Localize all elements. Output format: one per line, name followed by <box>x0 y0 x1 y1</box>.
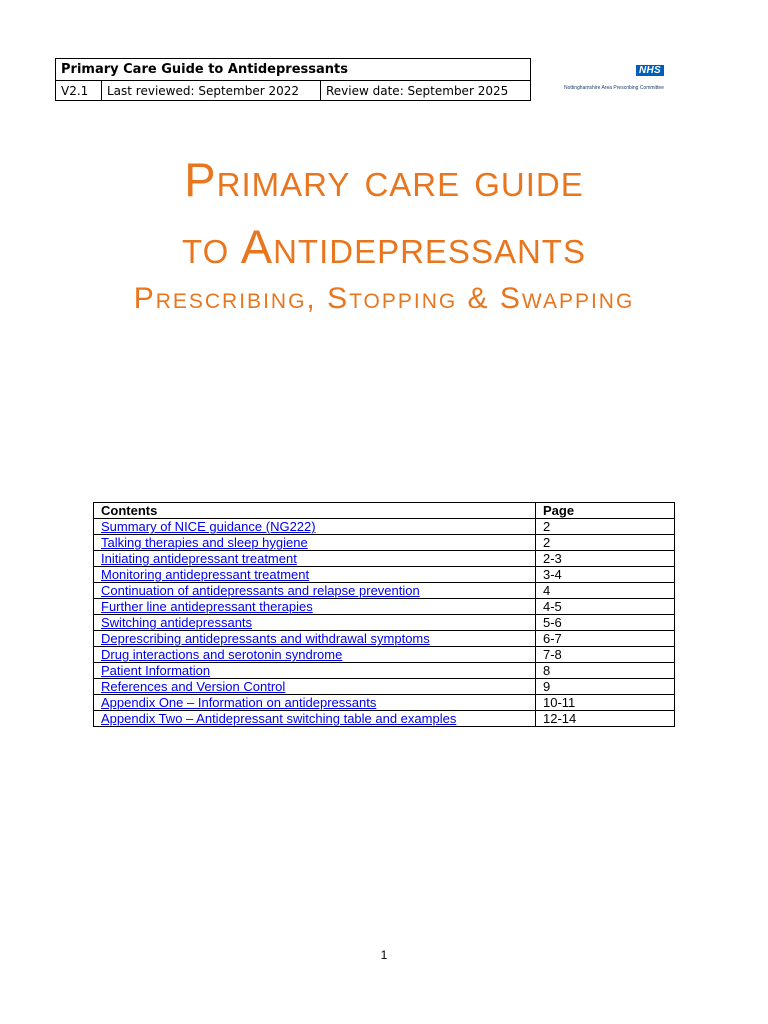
contents-page-number: 8 <box>536 663 675 679</box>
contents-link[interactable]: Deprescribing antidepressants and withdrawal symptoms <box>101 631 430 646</box>
contents-page-number: 2-3 <box>536 551 675 567</box>
contents-link[interactable]: Switching antidepressants <box>101 615 253 630</box>
contents-link[interactable]: Monitoring antidepressant treatment <box>101 567 310 582</box>
contents-column-header: Contents <box>94 503 536 519</box>
contents-entry-cell <box>94 695 536 711</box>
document-title-block <box>0 152 768 319</box>
page-number: 1 <box>380 948 388 962</box>
contents-link[interactable]: Further line antidepressant therapies <box>101 599 313 614</box>
contents-page-number: 9 <box>536 679 675 695</box>
committee-name: Nottinghamshire Area Prescribing Committee <box>563 85 664 91</box>
contents-entry-cell <box>94 583 536 599</box>
page-column-header: Page <box>536 503 675 519</box>
header-last-reviewed: Last reviewed: September 2022 <box>102 81 321 101</box>
contents-table-body <box>94 519 675 727</box>
contents-entry-cell <box>94 519 536 535</box>
contents-page-number: 2 <box>536 535 675 551</box>
contents-row <box>94 695 675 711</box>
contents-entry-cell <box>94 631 536 647</box>
document-header-table <box>55 58 531 101</box>
contents-table <box>93 502 675 727</box>
nhs-logo: NHS <box>636 65 664 76</box>
contents-entry-cell <box>94 647 536 663</box>
contents-link[interactable]: Talking therapies and sleep hygiene <box>101 535 308 550</box>
contents-page-number: 12-14 <box>536 711 675 727</box>
contents-entry-cell <box>94 599 536 615</box>
document-subtitle: Prescribing, Stopping & Swapping <box>133 282 635 315</box>
contents-link[interactable]: Summary of NICE guidance (NG222) <box>101 519 316 534</box>
contents-entry-cell <box>94 663 536 679</box>
contents-row <box>94 535 675 551</box>
contents-page-number: 5-6 <box>536 615 675 631</box>
contents-link[interactable]: References and Version Control <box>101 679 286 694</box>
contents-row <box>94 599 675 615</box>
contents-entry-cell <box>94 567 536 583</box>
nhs-logo-block <box>540 60 664 91</box>
contents-entry-cell <box>94 551 536 567</box>
contents-page-number: 6-7 <box>536 631 675 647</box>
contents-link[interactable]: Patient Information <box>101 663 211 678</box>
contents-link[interactable]: Initiating antidepressant treatment <box>101 551 297 566</box>
contents-link[interactable]: Drug interactions and serotonin syndrome <box>101 647 343 662</box>
contents-page-number: 2 <box>536 519 675 535</box>
contents-row <box>94 519 675 535</box>
contents-entry-cell <box>94 679 536 695</box>
document-title-line-1: Primary care guide <box>184 153 584 206</box>
contents-row <box>94 679 675 695</box>
contents-page-number: 4 <box>536 583 675 599</box>
contents-page-number: 3-4 <box>536 567 675 583</box>
contents-row <box>94 583 675 599</box>
contents-page-number: 10-11 <box>536 695 675 711</box>
contents-row <box>94 615 675 631</box>
contents-link[interactable]: Continuation of antidepressants and relapse prevention <box>101 583 420 598</box>
contents-link[interactable]: Appendix One – Information on antidepressants <box>101 695 377 710</box>
document-title-line-2: to Antidepressants <box>182 220 586 273</box>
header-review-date: Review date: September 2025 <box>321 81 531 101</box>
contents-entry-cell <box>94 711 536 727</box>
header-version: V2.1 <box>56 81 102 101</box>
contents-link[interactable]: Appendix Two – Antidepressant switching table and examples <box>101 711 457 726</box>
contents-entry-cell <box>94 615 536 631</box>
header-document-title: Primary Care Guide to Antidepressants <box>56 59 531 81</box>
contents-row <box>94 551 675 567</box>
contents-row <box>94 647 675 663</box>
contents-row <box>94 663 675 679</box>
contents-row <box>94 631 675 647</box>
contents-page-number: 4-5 <box>536 599 675 615</box>
contents-page-number: 7-8 <box>536 647 675 663</box>
contents-entry-cell <box>94 535 536 551</box>
contents-row <box>94 711 675 727</box>
contents-row <box>94 567 675 583</box>
